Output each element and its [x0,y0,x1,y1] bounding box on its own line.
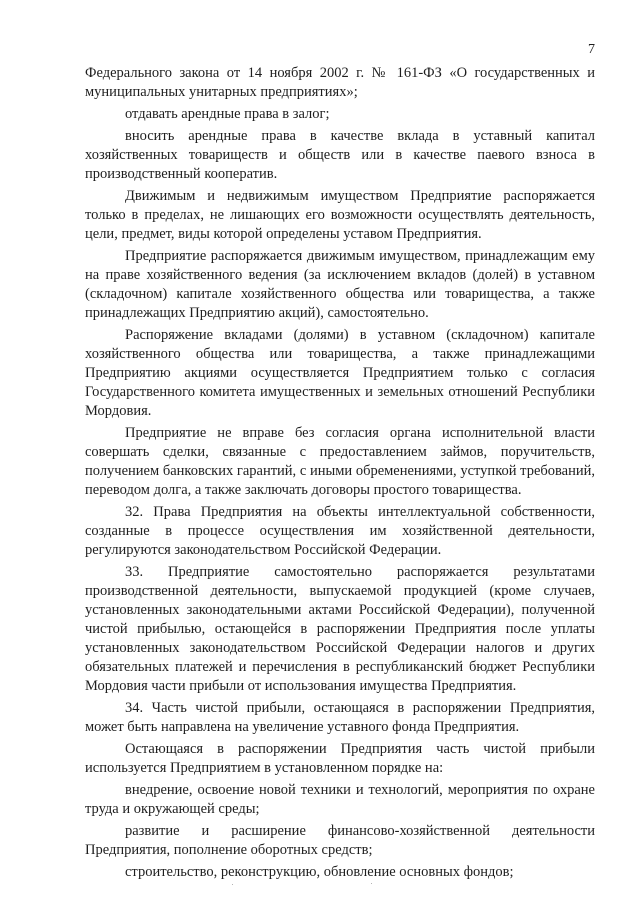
paragraph: 32. Права Предприятия на объекты интеллектуальной собственности, созданные в процессе осуществления им хозяйственной деятельности, регулируются законодательством Российской Федерации. [85,504,595,558]
paragraph: Остающаяся в распоряжении Предприятия часть чистой прибыли используется Предприятием в установленном порядке на: [85,741,595,776]
document-body [85,64,595,885]
paragraph: Федерального закона от 14 ноября 2002 г. № 161-ФЗ «О государственных и муниципальных унитарных предприятиях»; [85,65,595,100]
paragraph: внедрение, освоение новой техники и технологий, мероприятия по охране труда и окружающей среды; [85,782,595,817]
paragraph: 33. Предприятие самостоятельно распоряжается результатами производственной деятельности, выпускаемой продукцией (кроме случаев, установленных законодательными актами Российской Федерации), полученной чистой прибылью, остающейся в распоряжении Предприятия после уплаты установленных законодательством Российской Федерации налогов и других обязательных платежей и перечисления в республиканский бюджет Республики Мордовия части прибыли от использования имущества Предприятия. [85,564,595,694]
paragraph: развитие и расширение финансово-хозяйственной деятельности Предприятия, пополнение оборотных средств; [85,823,595,858]
paragraph: Распоряжение вкладами (долями) в уставном (складочном) капитале хозяйственного общества или товарищества, а также принадлежащими Предприятию акциями осуществляется Предприятием только с согласия Государственного комитета имущественных и земельных отношений Республики Мордовия. [85,327,595,419]
scan-speck [371,883,372,884]
scan-speck [232,884,233,885]
paragraph: 34. Часть чистой прибыли, остающаяся в распоряжении Предприятия, может быть направлена на увеличение уставного фонда Предприятия. [85,700,595,735]
paragraph: Предприятие не вправе без согласия органа исполнительной власти совершать сделки, связанные с предоставлением займов, поручительств, получением банковских гарантий, с иными обременениями, уступкой требований, переводом долга, а также заключать договоры простого товарищества. [85,425,595,498]
paragraph: строительство, реконструкцию, обновление основных фондов; [125,864,514,880]
paragraph: отдавать арендные права в залог; [125,106,330,122]
paragraph: вносить арендные права в качестве вклада в уставный капитал хозяйственных товариществ и обществ или в качестве паевого взноса в производственный кооператив. [85,128,595,182]
page-number: 7 [588,42,595,57]
paragraph: Предприятие распоряжается движимым имуществом, принадлежащим ему на праве хозяйственного ведения (за исключением вкладов (долей) в уставном (складочном) капитале хозяйственного общества или товарищества, а также принадлежащих Предприятию акций), самостоятельно. [85,248,595,321]
paragraph: Движимым и недвижимым имуществом Предприятие распоряжается только в пределах, не лишающих его возможности осуществлять деятельность, цели, предмет, виды которой определены уставом Предприятия. [85,188,595,242]
